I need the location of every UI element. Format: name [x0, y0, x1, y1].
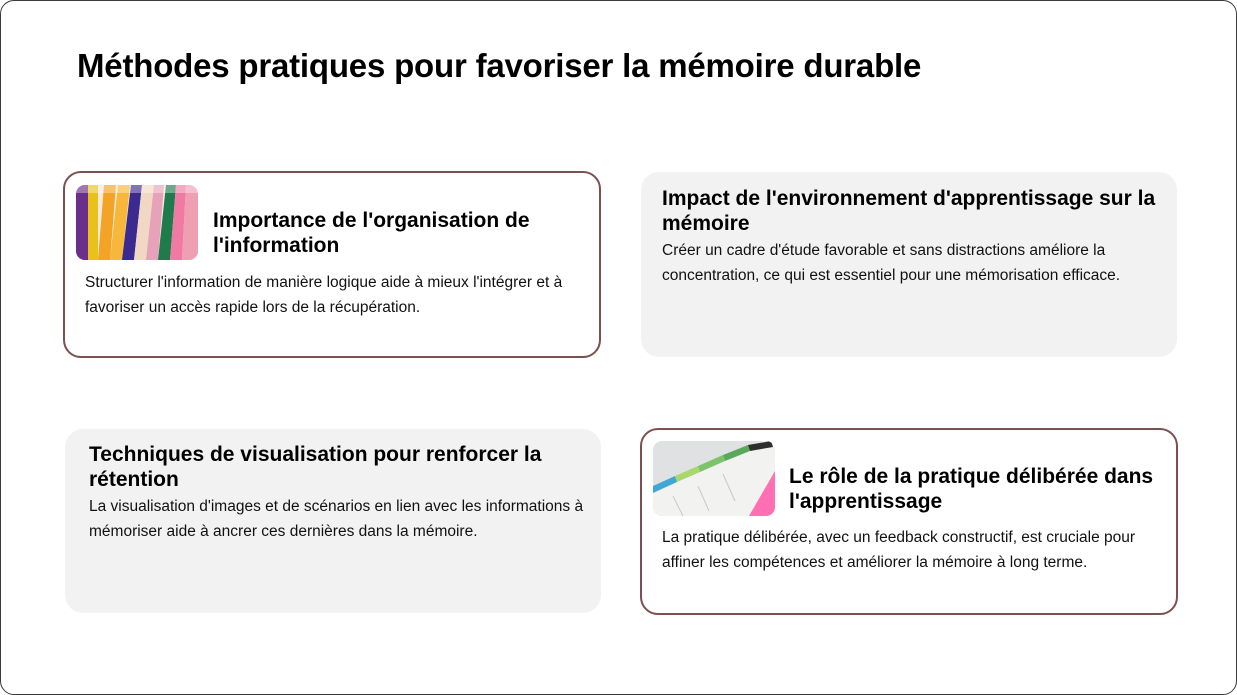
card-heading: Techniques de visualisation pour renforcer la rétention	[89, 443, 542, 491]
card-body: Créer un cadre d'étude favorable et sans distractions améliore la concentration, ce qui est essentiel pour une mémorisation efficace.	[662, 242, 1121, 284]
card-pratique-deliberee	[640, 428, 1178, 615]
card-visualisation	[65, 429, 601, 613]
card-body: La pratique délibérée, avec un feedback constructif, est cruciale pour affiner les compétences et améliorer la mémoire à long terme.	[662, 529, 1136, 571]
slide-title: Méthodes pratiques pour favoriser la mémoire durable	[77, 47, 922, 84]
card-body: La visualisation d'images et de scénarios en lien avec les informations à mémoriser aide à ancrer ces dernières dans la mémoire.	[89, 498, 584, 540]
notebook-tabs-image	[653, 441, 775, 516]
card-environnement	[641, 172, 1177, 357]
colored-pencils-image	[76, 185, 198, 260]
card-body: Structurer l'information de manière logique aide à mieux l'intégrer et à favoriser un accès rapide lors de la récupération.	[85, 274, 563, 316]
card-heading: Importance de l'organisation de l'information	[213, 209, 530, 257]
card-organisation	[63, 171, 601, 358]
card-heading: Impact de l'environnement d'apprentissage sur la mémoire	[662, 187, 1156, 235]
card-heading: Le rôle de la pratique délibérée dans l'apprentissage	[789, 465, 1154, 513]
